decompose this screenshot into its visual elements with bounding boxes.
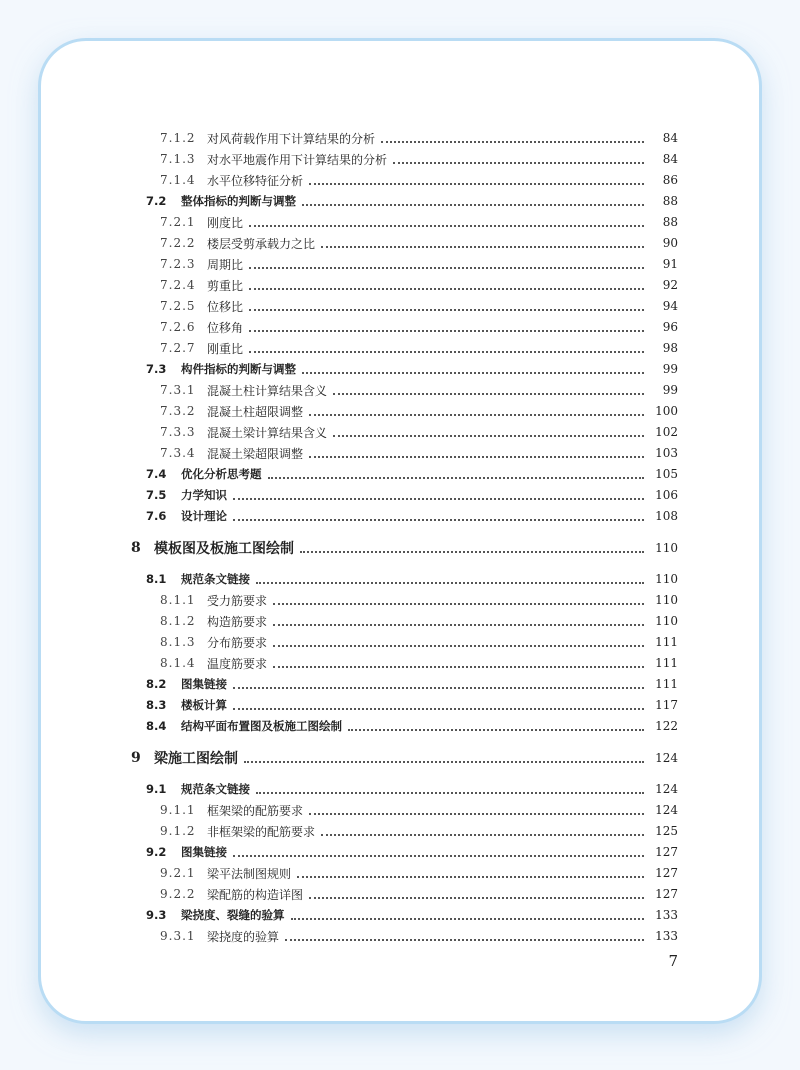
toc-entry[interactable] — [0, 653, 800, 673]
toc-entry-page: 110 — [655, 614, 678, 628]
toc-entry[interactable] — [0, 380, 800, 400]
toc-entry-title: 梁配筋的构造详图 — [207, 887, 304, 902]
toc-entry-page: 127 — [655, 866, 678, 880]
toc-entry-page: 103 — [655, 446, 678, 460]
leader-dots — [297, 875, 644, 878]
toc-entry-number: 8.1 — [146, 572, 167, 586]
toc-entry-page: 99 — [662, 383, 678, 397]
toc-entry-title: 位移角 — [207, 320, 244, 335]
toc-entry[interactable] — [0, 569, 800, 589]
leader-dots — [244, 760, 644, 763]
toc-entry-number: 7.2.1 — [160, 215, 196, 229]
toc-entry[interactable] — [0, 254, 800, 274]
toc-entry-title: 温度筋要求 — [207, 656, 268, 671]
toc-entry[interactable] — [0, 338, 800, 358]
toc-entry-title: 位移比 — [207, 299, 244, 314]
toc-entry-page: 90 — [662, 236, 678, 250]
leader-dots — [348, 728, 644, 731]
toc-entry[interactable] — [0, 863, 800, 883]
toc-entry-title: 图集链接 — [181, 845, 227, 859]
leader-dots — [233, 707, 644, 710]
toc-entry[interactable] — [0, 716, 800, 736]
toc-entry[interactable] — [0, 506, 800, 526]
toc-entry-page: 106 — [655, 488, 678, 502]
toc-entry-title: 对风荷载作用下计算结果的分析 — [207, 131, 376, 146]
leader-dots — [302, 203, 644, 206]
toc-entry-title: 优化分析思考题 — [181, 467, 262, 481]
toc-entry-number: 9.3.1 — [160, 929, 196, 943]
toc-entry[interactable] — [0, 212, 800, 232]
toc-entry-page: 98 — [662, 341, 678, 355]
toc-entry-title: 混凝土梁超限调整 — [207, 446, 304, 461]
toc-entry-title: 构件指标的判断与调整 — [181, 362, 296, 376]
toc-entry[interactable] — [0, 632, 800, 652]
toc-entry-number: 7.1.3 — [160, 152, 196, 166]
toc-entry-number: 8.2 — [146, 677, 167, 691]
toc-entry-page: 124 — [655, 782, 678, 796]
leader-dots — [321, 833, 644, 836]
toc-entry-page: 117 — [655, 698, 678, 712]
toc-entry[interactable] — [0, 821, 800, 841]
toc-entry-number: 9.1 — [146, 782, 167, 796]
leader-dots — [309, 182, 644, 185]
toc-entry[interactable] — [0, 842, 800, 862]
toc-entry-page: 127 — [655, 845, 678, 859]
leader-dots — [233, 497, 644, 500]
leader-dots — [302, 371, 644, 374]
toc-entry[interactable] — [0, 275, 800, 295]
toc-entry-number: 7.3.2 — [160, 404, 196, 418]
toc-entry[interactable] — [0, 128, 800, 148]
toc-entry-number: 7.3.4 — [160, 446, 196, 460]
toc-entry-page: 111 — [655, 656, 678, 670]
toc-entry-number: 9.1.1 — [160, 803, 196, 817]
toc-entry-title: 规范条文链接 — [181, 782, 250, 796]
toc-entry-title: 梁挠度、裂缝的验算 — [181, 908, 285, 922]
leader-dots — [309, 413, 644, 416]
toc-entry-title: 刚度比 — [207, 215, 244, 230]
toc-entry-number: 7.2.3 — [160, 257, 196, 271]
toc-entry[interactable] — [0, 191, 800, 211]
toc-entry-number: 7.3.1 — [160, 383, 196, 397]
toc-entry-page: 88 — [662, 194, 678, 208]
toc-entry-number: 8.1.1 — [160, 593, 196, 607]
toc-entry-page: 111 — [655, 635, 678, 649]
leader-dots — [256, 791, 644, 794]
toc-entry[interactable] — [0, 485, 800, 505]
toc-entry-title: 梁平法制图规则 — [207, 866, 292, 881]
leader-dots — [309, 896, 644, 899]
toc-entry-page: 86 — [662, 173, 678, 187]
toc-entry-number: 7.2.4 — [160, 278, 196, 292]
leader-dots — [273, 602, 644, 605]
toc-entry-number: 9.2.1 — [160, 866, 196, 880]
toc-entry[interactable] — [0, 233, 800, 253]
toc-entry-page: 91 — [662, 257, 678, 271]
leader-dots — [249, 329, 644, 332]
toc-entry-page: 100 — [655, 404, 678, 418]
toc-entry-number: 9.2 — [146, 845, 167, 859]
leader-dots — [291, 917, 645, 920]
toc-entry-number: 9.3 — [146, 908, 167, 922]
toc-entry[interactable] — [0, 538, 800, 558]
toc-entry-number: 7.2.6 — [160, 320, 196, 334]
toc-entry-page: 125 — [655, 824, 678, 838]
toc-entry-page: 102 — [655, 425, 678, 439]
toc-entry-page: 84 — [662, 152, 678, 166]
toc-entry[interactable] — [0, 926, 800, 946]
leader-dots — [273, 665, 644, 668]
toc-entry-title: 楼板计算 — [181, 698, 227, 712]
leader-dots — [249, 350, 644, 353]
leader-dots — [273, 623, 644, 626]
toc-entry-title: 力学知识 — [181, 488, 227, 502]
toc-entry-title: 剪重比 — [207, 278, 244, 293]
toc-entry-page: 96 — [662, 320, 678, 334]
toc-entry[interactable] — [0, 800, 800, 820]
toc-entry-title: 规范条文链接 — [181, 572, 250, 586]
leader-dots — [233, 686, 644, 689]
toc-entry[interactable] — [0, 422, 800, 442]
toc-entry-page: 110 — [655, 541, 678, 555]
leader-dots — [233, 518, 644, 521]
toc-entry-page: 124 — [655, 803, 678, 817]
toc-entry-title: 对水平地震作用下计算结果的分析 — [207, 152, 388, 167]
toc-entry-page: 94 — [662, 299, 678, 313]
toc-entry-number: 7.3.3 — [160, 425, 196, 439]
toc-entry-number: 8.3 — [146, 698, 167, 712]
toc-entry-number: 7.2 — [146, 194, 167, 208]
toc-entry-number: 8.1.2 — [160, 614, 196, 628]
toc-entry-title: 梁挠度的验算 — [207, 929, 280, 944]
toc-entry-number: 8.1.3 — [160, 635, 196, 649]
toc-entry-page: 133 — [655, 908, 678, 922]
toc-entry-title: 混凝土柱计算结果含义 — [207, 383, 328, 398]
leader-dots — [381, 140, 644, 143]
toc-entry-number: 9 — [131, 750, 141, 766]
toc-entry-title: 构造筋要求 — [207, 614, 268, 629]
leader-dots — [300, 550, 644, 553]
toc-entry[interactable] — [0, 674, 800, 694]
toc-entry-page: 92 — [662, 278, 678, 292]
leader-dots — [321, 245, 644, 248]
leader-dots — [285, 938, 644, 941]
toc-entry-title: 水平位移特征分析 — [207, 173, 304, 188]
toc-entry-title: 梁施工图绘制 — [154, 751, 238, 767]
toc-entry-title: 刚重比 — [207, 341, 244, 356]
toc-entry[interactable] — [0, 464, 800, 484]
toc-entry[interactable] — [0, 779, 800, 799]
leader-dots — [249, 308, 644, 311]
toc-entry-number: 7.2.7 — [160, 341, 196, 355]
toc-entry-number: 8.1.4 — [160, 656, 196, 670]
toc-entry-number: 9.2.2 — [160, 887, 196, 901]
toc-entry[interactable] — [0, 443, 800, 463]
toc-entry[interactable] — [0, 590, 800, 610]
toc-entry[interactable] — [0, 695, 800, 715]
toc-entry[interactable] — [0, 149, 800, 169]
toc-entry-title: 混凝土梁计算结果含义 — [207, 425, 328, 440]
leader-dots — [333, 392, 644, 395]
toc-entry-page: 133 — [655, 929, 678, 943]
toc-entry-page: 99 — [662, 362, 678, 376]
toc-entry-title: 受力筋要求 — [207, 593, 268, 608]
toc-entry[interactable] — [0, 905, 800, 925]
toc-entry[interactable] — [0, 401, 800, 421]
toc-entry-number: 7.6 — [146, 509, 167, 523]
toc-entry-number: 7.2.5 — [160, 299, 196, 313]
toc-entry-title: 整体指标的判断与调整 — [181, 194, 296, 208]
toc-entry-number: 7.1.2 — [160, 131, 196, 145]
toc-entry-title: 结构平面布置图及板施工图绘制 — [181, 719, 342, 733]
toc-entry-title: 框架梁的配筋要求 — [207, 803, 304, 818]
toc-entry-number: 8 — [131, 540, 141, 556]
toc-entry-number: 7.1.4 — [160, 173, 196, 187]
toc-entry-page: 105 — [655, 467, 678, 481]
toc-entry-title: 设计理论 — [181, 509, 227, 523]
toc-entry-title: 非框架梁的配筋要求 — [207, 824, 316, 839]
toc-entry[interactable] — [0, 170, 800, 190]
toc-entry-title: 图集链接 — [181, 677, 227, 691]
page-number: 7 — [668, 952, 678, 970]
toc-entry-page: 124 — [655, 751, 678, 765]
toc-entry[interactable] — [0, 317, 800, 337]
toc-entry-title: 楼层受剪承载力之比 — [207, 236, 316, 251]
toc-entry-title: 混凝土柱超限调整 — [207, 404, 304, 419]
leader-dots — [249, 224, 644, 227]
toc-entry-number: 9.1.2 — [160, 824, 196, 838]
toc-entry-page: 84 — [662, 131, 678, 145]
toc-entry[interactable] — [0, 884, 800, 904]
toc-entry-page: 110 — [655, 572, 678, 586]
toc-entry-number: 7.5 — [146, 488, 167, 502]
toc-entry[interactable] — [0, 748, 800, 768]
toc-entry-title: 分布筋要求 — [207, 635, 268, 650]
toc-entry[interactable] — [0, 296, 800, 316]
leader-dots — [393, 161, 644, 164]
leader-dots — [273, 644, 644, 647]
toc-entry-number: 8.4 — [146, 719, 167, 733]
leader-dots — [249, 287, 644, 290]
leader-dots — [268, 476, 645, 479]
toc-entry-page: 111 — [655, 677, 678, 691]
toc-entry-number: 7.2.2 — [160, 236, 196, 250]
leader-dots — [333, 434, 644, 437]
toc-entry-title: 模板图及板施工图绘制 — [154, 541, 294, 557]
leader-dots — [256, 581, 644, 584]
toc-entry-page: 108 — [655, 509, 678, 523]
toc-entry-number: 7.4 — [146, 467, 167, 481]
toc-entry-title: 周期比 — [207, 257, 244, 272]
toc-entry-page: 88 — [662, 215, 678, 229]
toc-entry-page: 122 — [655, 719, 678, 733]
leader-dots — [233, 854, 644, 857]
toc-entry-number: 7.3 — [146, 362, 167, 376]
toc-entry[interactable] — [0, 359, 800, 379]
leader-dots — [249, 266, 644, 269]
toc-entry[interactable] — [0, 611, 800, 631]
toc-entry-page: 110 — [655, 593, 678, 607]
toc-entry-page: 127 — [655, 887, 678, 901]
leader-dots — [309, 812, 644, 815]
leader-dots — [309, 455, 644, 458]
